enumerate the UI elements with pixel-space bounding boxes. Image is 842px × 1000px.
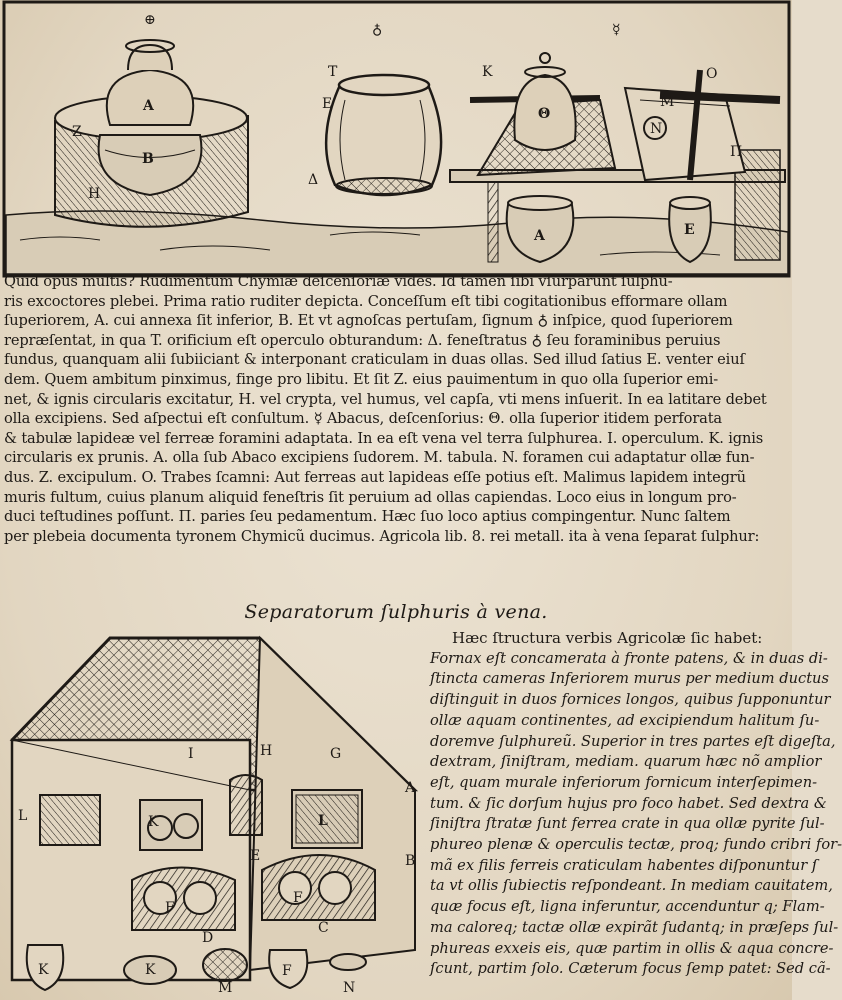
label-z: Z: [72, 124, 82, 140]
text-line: ta vt ollis ſubiectis reſpondeant. In mediam cauitatem,: [430, 877, 833, 895]
text-line: mã ex filis ferreis craticulam habentes diſponuntur ſ: [430, 856, 818, 874]
text-line: duci teſtudines poſſunt. Π. paries ſeu pedamentum. Hæc ſuo loco aptius compingentur. Nunc ſaltem: [4, 508, 731, 526]
text-line: per plebeia documenta tyronem Chymicũ ducimus. Agricola lib. 8. rei metall. ita à vena ſeparat ſulphur:: [4, 527, 760, 545]
text-line: phureo plenæ & operculis tectæ, proq; fundo cribri for-: [430, 836, 842, 854]
text-line: ris excoctores plebei. Prima ratio ruditer depicta. Conceſſum eſt tibi cogitationibus efformare ollam: [4, 292, 728, 310]
text-line: doremve ſulphureũ. Superior in tres partes eſt digeſta,: [430, 732, 836, 750]
label-a: A: [143, 98, 154, 114]
main-paragraph: [4, 272, 790, 546]
text-line: ſtincta cameras Inferiorem murus per medium ductus: [430, 670, 829, 688]
symbol-mercury-icon: ☿: [612, 22, 621, 38]
text-line: tum. & ſic dorſum hujus pro foco habet. Sed dextra &: [430, 794, 827, 812]
label-e2: E: [684, 222, 695, 238]
text-line: dus. Z. excipulum. O. Trabes ſcamni: Aut ferreas aut lapideas eſſe potius eſt. Malimus lapidem integrũ: [4, 468, 746, 486]
label-b: B: [142, 151, 154, 167]
label-k: K: [148, 814, 159, 830]
label-b: B: [405, 853, 416, 869]
text-line: Fornax eſt concamerata à fronte patens, & in duas di-: [430, 649, 828, 667]
label-d: D: [202, 930, 214, 946]
label-o: O: [706, 66, 718, 82]
text-line: muris fultum, cuius planum aliquid feneſtris ſit peruium ad ollas capiendas. Loco eius in longum pro-: [4, 488, 737, 506]
label-l: L: [18, 808, 28, 824]
label-g: G: [330, 746, 342, 762]
text-line: dextram, ſiniſtram, mediam. quarum hæc nõ amplior: [430, 753, 822, 771]
text-line: ma caloreq; tactæ ollæ expirãt ſudantq; in præſeps ſul-: [430, 918, 839, 936]
label-h: H: [88, 186, 101, 202]
text-line: circularis ex prunis. A. olla ſub Abaco excipiens ſudorem. M. tabula. N. foramen cui adaptatur ollæ fun-: [4, 449, 755, 467]
label-f2: F: [293, 890, 303, 906]
text-line: ſiniſtra ſtratæ ſunt ferrea crate in qua ollæ pyrite ſul-: [430, 815, 825, 833]
label-k3: K: [145, 962, 156, 978]
symbol-earth-icon: ⊕: [144, 12, 156, 28]
label-t: T: [328, 64, 338, 80]
text-line: ſcunt, partim ſolo. Cæterum focus ſemp patet: Sed cã-: [430, 960, 831, 978]
label-k2: K: [38, 962, 49, 978]
agricola-description: [430, 628, 842, 980]
label-f: F: [165, 900, 175, 916]
label-e: E: [322, 96, 333, 112]
label-delta: Δ: [308, 172, 319, 188]
symbol-sulphur-icon: ♁: [372, 22, 383, 38]
label-n: N: [343, 980, 356, 996]
label-m: M: [218, 980, 233, 996]
text-line: diſtinguit in duos fornices longos, quibus ſupponuntur: [430, 691, 831, 709]
text-line: net, & ignis circularis excitatur, H. vel crypta, vel humus, vel capſa, vti mens inſuerit. In ea latitare debet: [4, 390, 767, 408]
text-line: fundus, quanquam alii ſubiiciant & interponant craticulam in duas ollas. Sed illud ſatius E. venter eiuſ: [4, 351, 745, 369]
label-n: N: [650, 121, 663, 137]
label-e: E: [250, 848, 261, 864]
text-line: olla excipiens. Sed aſpectui eſt conſultum. ☿ Abacus, deſcenſorius: Θ. olla ſuperior itidem perforata: [4, 410, 722, 428]
label-pi: Π: [730, 144, 743, 160]
text-line: Quid opus multis? Rudimentum Chymiæ deſcenſoriæ vides. Id tamen ſibi vſurparunt ſulphu-: [4, 273, 673, 290]
label-f3: F: [282, 963, 292, 979]
text-line: ollæ aquam continentes, ad excipiendum halitum ſu-: [430, 711, 820, 729]
text-line: dem. Quem ambitum pinximus, finge pro libitu. Et ſit Z. eius pauimentum in quo olla ſuperior emi-: [4, 370, 719, 388]
label-a: A: [405, 780, 416, 796]
label-k: K: [482, 64, 493, 80]
label-i: I: [188, 746, 194, 762]
text-line: & tabulæ lapideæ vel ferreæ foramini adaptata. In ea eſt vena vel terra ſulphurea. I. operculum. K. ignis: [4, 429, 764, 447]
text-line: repræſentat, in qua T. orificium eſt operculo obturandum: Δ. feneſtratus ♁ ſeu foraminibus peruius: [4, 331, 721, 349]
text-line: phureas exxeis eis, quæ partim in ollis & aqua concre-: [430, 939, 834, 957]
label-m: M: [660, 94, 675, 110]
text-line: eſt, quam murale inferiorum fornicum interſepimen-: [430, 773, 818, 791]
column-heading: Hæc ſtructura verbis Agricolæ ſic habet:: [452, 629, 763, 647]
woodcut-descensory-apparatus: [0, 0, 792, 280]
label-theta: Θ: [538, 106, 551, 122]
label-a2: A: [534, 228, 545, 244]
woodcut-sulphur-furnace: [0, 630, 440, 1000]
figure-caption: Separatorum ſulphuris à vena.: [244, 601, 548, 623]
text-line: ſuperiorem, A. cui annexa ſit inferior, B. Et vt agnoſcas pertuſam, ſignum ♁ inſpice, quod ſuperiorem: [4, 312, 733, 330]
label-h: H: [260, 743, 273, 759]
label-l2: L: [318, 813, 328, 829]
label-c: C: [318, 920, 329, 936]
text-line: quæ focus eſt, ligna inferuntur, accenduntur q; Flam-: [430, 898, 825, 916]
